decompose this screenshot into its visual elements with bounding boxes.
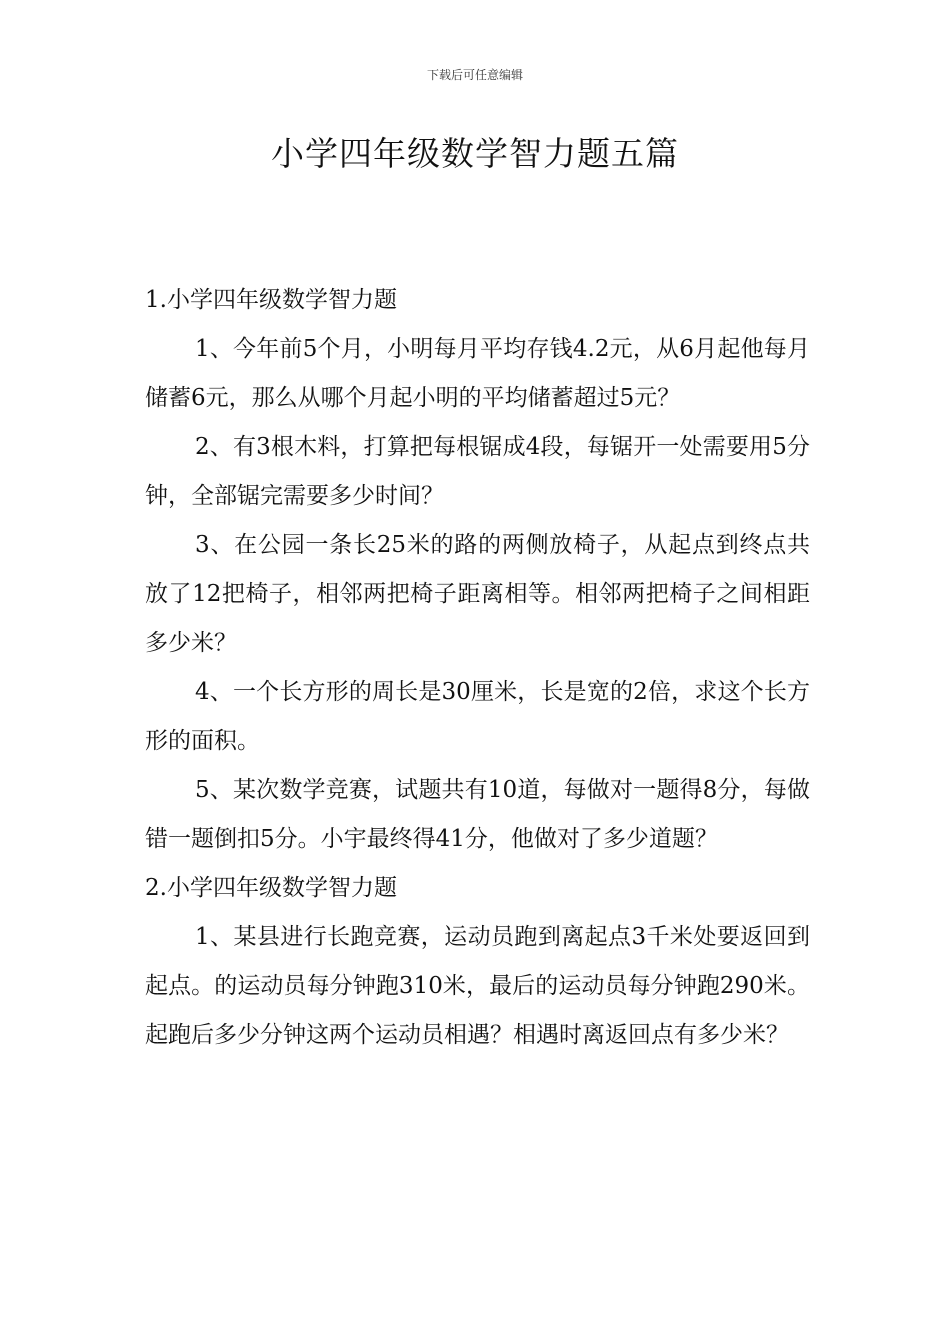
problem-item: 3、在公园一条长25米的路的两侧放椅子，从起点到终点共放了12把椅子，相邻两把椅子距离相等。相邻两把椅子之间相距多少米？	[145, 532, 810, 656]
header-note: 下载后可任意编辑	[426, 68, 523, 82]
section-heading: 2.小学四年级数学智力题	[145, 875, 397, 901]
problem-item: 2、有3根木料，打算把每根锯成4段，每锯开一处需要用5分钟，全部锯完需要多少时间？	[145, 434, 810, 509]
problem-item: 4、一个长方形的周长是30厘米，长是宽的2倍，求这个长方形的面积。	[145, 679, 810, 754]
document-body	[145, 276, 810, 1060]
section-1	[145, 276, 810, 864]
section-heading: 1.小学四年级数学智力题	[145, 287, 397, 313]
section-2	[145, 864, 810, 1060]
problem-item: 5、某次数学竞赛，试题共有10道，每做对一题得8分，每做错一题倒扣5分。小宇最终得41分，他做对了多少道题？	[145, 777, 810, 852]
problem-item: 1、某县进行长跑竞赛，运动员跑到离起点3千米处要返回到起点。的运动员每分钟跑310米，最后的运动员每分钟跑290米。起跑后多少分钟这两个运动员相遇？相遇时离返回点有多少米？	[145, 924, 810, 1048]
document-title: 小学四年级数学智力题五篇	[271, 134, 679, 173]
problem-item: 1、今年前5个月，小明每月平均存钱4.2元，从6月起他每月储蓄6元，那么从哪个月起小明的平均储蓄超过5元？	[145, 336, 810, 411]
